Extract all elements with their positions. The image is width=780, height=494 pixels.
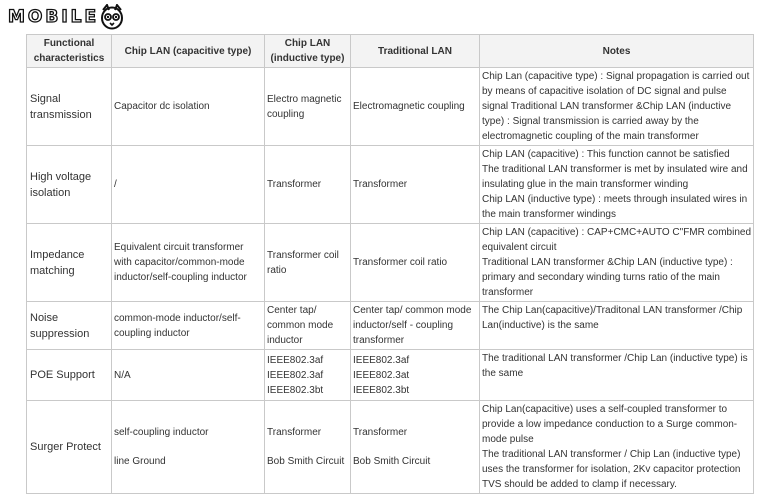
surge-item: self-coupling inductor (114, 427, 209, 438)
comparison-table (26, 34, 754, 494)
header-notes: Notes (480, 35, 754, 68)
row-notes-cell (480, 401, 754, 494)
row-ind-cell: Center tap/ common mode inductor (265, 302, 351, 350)
row-cap-cell: Equivalent circuit transformer with capacitor/common-mode inductor/self-coupling inductor (112, 224, 265, 302)
table-row (27, 68, 754, 146)
poe-standard: IEEE802.3at (353, 369, 410, 381)
row-cap-cell: N/A (112, 350, 265, 401)
owl-face-icon (100, 4, 124, 30)
row-func-cell: High voltage isolation (27, 146, 112, 224)
poe-standard: IEEE802.3af (267, 354, 324, 366)
surge-item: line Ground (114, 456, 166, 467)
note-line: Chip LAN (capacitive) : This function cannot be satisfied (482, 149, 730, 160)
poe-standard: IEEE802.3bt (353, 384, 410, 396)
note-line: Chip LAN (inductive type) : meets through insulated wires in the main transformer windings (482, 194, 748, 220)
row-ind-cell: Electro magnetic coupling (265, 68, 351, 146)
logo-text: MOBILE (8, 7, 100, 27)
note-line: Chip LAN (capacitive) : CAP+CMC+AUTO C"FMR combined equivalent circuit (482, 227, 751, 253)
poe-standard: IEEE802.3af (267, 369, 324, 381)
row-cap-cell (112, 401, 265, 494)
row-notes-cell: Chip Lan (capacitive type) : Signal propagation is carried out by means of capacitive isolation of DC signal and pulse signal Traditional LAN transformer &Chip LAN (inductive type) : Signal transmission is carried away by the electromagnetic coupling of the main transformer (480, 68, 754, 146)
row-trad-cell: Transformer coil ratio (351, 224, 480, 302)
cell-spacer (267, 440, 348, 454)
row-trad-cell: Electromagnetic coupling (351, 68, 480, 146)
row-cap-cell: / (112, 146, 265, 224)
header-functional-characteristics: Functional characteristics (27, 35, 112, 68)
row-ind-cell (265, 350, 351, 401)
table-row (27, 350, 754, 401)
header-traditional-lan: Traditional LAN (351, 35, 480, 68)
table-row (27, 401, 754, 494)
note-line: Traditional LAN transformer &Chip LAN (inductive type) : primary and secondary winding turns ratio of the main transformer (482, 257, 733, 298)
note-line: The traditional LAN transformer is met by insulated wire and insulating glue in the main transformer winding (482, 164, 748, 190)
row-func-cell: Surger Protect (27, 401, 112, 494)
row-func-cell: Noise suppression (27, 302, 112, 350)
row-ind-cell: Transformer coil ratio (265, 224, 351, 302)
header-chip-lan-capacitive: Chip LAN (capacitive type) (112, 35, 265, 68)
table-row (27, 224, 754, 302)
row-notes-cell: The traditional LAN transformer /Chip Lan (inductive type) is the same (480, 350, 754, 401)
surge-item: Bob Smith Circuit (353, 456, 431, 467)
note-line: TVS should be added to clamp if necessary. (482, 479, 677, 490)
row-func-cell: Impedance matching (27, 224, 112, 302)
poe-standard: IEEE802.3af (353, 354, 410, 366)
row-notes-cell (480, 224, 754, 302)
row-ind-cell (265, 401, 351, 494)
header-chip-lan-inductive: Chip LAN (inductive type) (265, 35, 351, 68)
cell-spacer (114, 440, 262, 454)
row-trad-cell (351, 350, 480, 401)
row-trad-cell: Center tap/ common mode inductor/self - coupling transformer (351, 302, 480, 350)
site-logo[interactable] (8, 4, 124, 30)
table-header-row (27, 35, 754, 68)
surge-item: Transformer (267, 427, 322, 438)
poe-standard: IEEE802.3bt (267, 384, 324, 396)
row-ind-cell: Transformer (265, 146, 351, 224)
note-line: The traditional LAN transformer / Chip Lan (inductive type) uses the transformer for isolation, 2Kv capacitor protection (482, 449, 741, 475)
row-func-cell: POE Support (27, 350, 112, 401)
surge-item: Bob Smith Circuit (267, 456, 345, 467)
row-trad-cell: Transformer (351, 146, 480, 224)
row-cap-cell: common-mode inductor/self-coupling inductor (112, 302, 265, 350)
surge-item: Transformer (353, 427, 408, 438)
cell-spacer (353, 440, 477, 454)
row-notes-cell (480, 146, 754, 224)
row-cap-cell: Capacitor dc isolation (112, 68, 265, 146)
table-row (27, 302, 754, 350)
note-line: Chip Lan(capacitive) uses a self-coupled transformer to provide a low impedance conduction to a Surge common-mode pulse (482, 404, 738, 445)
table-row (27, 146, 754, 224)
row-trad-cell (351, 401, 480, 494)
row-notes-cell: The Chip Lan(capacitive)/Traditonal LAN transformer /Chip Lan(inductive) is the same (480, 302, 754, 350)
row-func-cell: Signal transmission (27, 68, 112, 146)
